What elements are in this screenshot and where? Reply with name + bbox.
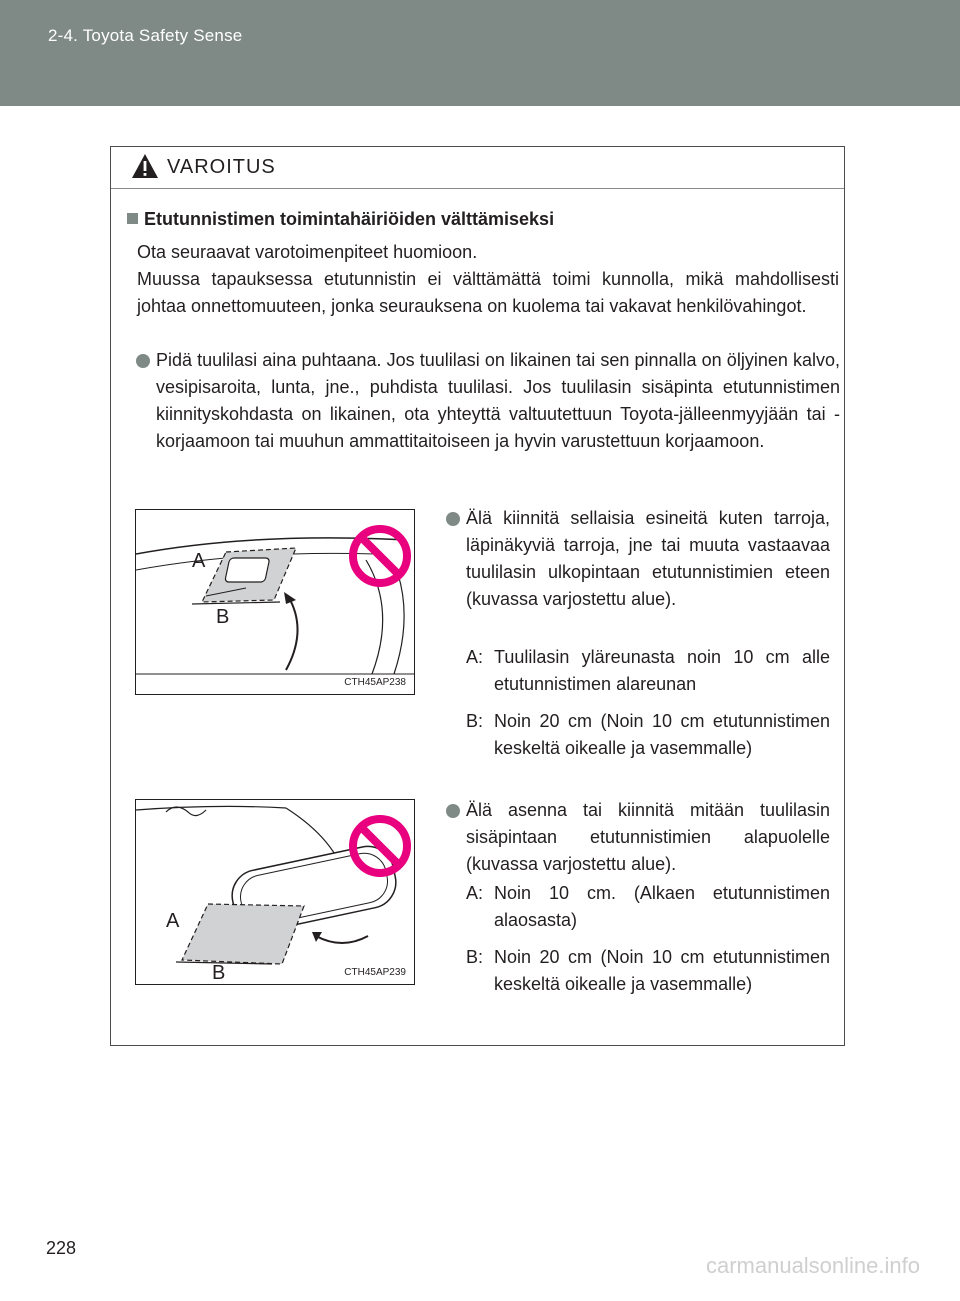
warning-heading-text: Etutunnistimen toimintahäiriöiden välttämiseksi bbox=[144, 209, 555, 229]
warning-header bbox=[111, 147, 844, 189]
bullet-3-item-b bbox=[466, 944, 830, 998]
bullet-inner-attach-text: Älä asenna tai kiinnitä mitään tuulilasin sisäpintaan etutunnistimien alapuolelle (kuvassa varjostettu alue). bbox=[466, 800, 830, 874]
item-text: Noin 20 cm (Noin 10 cm etutunnistimen keskeltä oikealle ja vasemmalle) bbox=[494, 947, 830, 994]
square-bullet-icon bbox=[127, 213, 138, 224]
bullet-clean-windshield-text: Pidä tuulilasi aina puhtaana. Jos tuulilasi on likainen tai sen pinnalla on öljyinen kalvo, vesipisaroita, lunta, jne., puhdista tuulilasi. Jos tuulilasin sisäpinta etutunnistimen kiinnityskohdasta on likainen, ota yhteyttä valtuutettuun Toyota-jälleenmyyjään tai -korjaamoon tai muuhun ammattitaitoiseen ja hyvin varustettuun korjaamoon. bbox=[156, 350, 840, 451]
item-key: A: bbox=[466, 647, 484, 667]
figure-2-label-a: A bbox=[166, 910, 180, 932]
warning-triangle-icon bbox=[131, 153, 159, 179]
bullet-outer-stickers bbox=[466, 505, 830, 613]
figure-1-label-a: A bbox=[192, 550, 206, 572]
figure-outer-windshield bbox=[135, 509, 415, 695]
item-key: B: bbox=[466, 947, 484, 967]
circle-bullet-icon bbox=[446, 804, 460, 818]
item-key: A: bbox=[466, 883, 484, 903]
page-number: 228 bbox=[46, 1238, 77, 1258]
figure-2-label-b: B bbox=[212, 962, 226, 984]
warning-title: VAROITUS bbox=[167, 156, 276, 178]
figure-2-code: CTH45AP239 bbox=[344, 967, 406, 978]
item-text: Tuulilasin yläreunasta noin 10 cm alle etutunnistimen alareunan bbox=[494, 647, 830, 694]
item-text: Noin 20 cm (Noin 10 cm etutunnistimen keskeltä oikealle ja vasemmalle) bbox=[494, 711, 830, 758]
intro-paragraph: Muussa tapauksessa etutunnistin ei välttämättä toimi kunnolla, mikä mahdollisesti johtaa onnettomuuteen, jonka seurauksena on kuolema tai vakavat henkilövahingot. bbox=[137, 269, 839, 316]
section-title: 2-4. Toyota Safety Sense bbox=[48, 26, 243, 45]
bullet-3-item-a bbox=[466, 880, 830, 934]
circle-bullet-icon bbox=[136, 354, 150, 368]
item-key: B: bbox=[466, 711, 484, 731]
bullet-2-item-a bbox=[466, 644, 830, 698]
figure-1-code: CTH45AP238 bbox=[344, 677, 406, 688]
warning-box bbox=[110, 146, 845, 1046]
page-header bbox=[0, 0, 960, 106]
prohibition-icon bbox=[348, 524, 412, 588]
prohibition-icon bbox=[348, 814, 412, 878]
figure-1-label-b: B bbox=[216, 606, 230, 628]
watermark: carmanualsonline.info bbox=[705, 1253, 920, 1278]
bullet-2-item-b bbox=[466, 708, 830, 762]
bullet-outer-stickers-text: Älä kiinnitä sellaisia esineitä kuten tarroja, läpinäkyviä tarroja, jne tai muuta vastaavaa tuulilasin ulkopintaan etutunnistimien eteen (kuvassa varjostettu alue). bbox=[466, 508, 830, 609]
bullet-inner-attach bbox=[466, 797, 830, 878]
bullet-clean-windshield bbox=[156, 347, 840, 455]
intro-line-1: Ota seuraavat varotoimenpiteet huomioon. bbox=[137, 242, 478, 262]
warning-heading bbox=[127, 209, 554, 230]
circle-bullet-icon bbox=[446, 512, 460, 526]
item-text: Noin 10 cm. (Alkaen etutunnistimen alaosasta) bbox=[494, 883, 830, 930]
figure-inner-windshield bbox=[135, 799, 415, 985]
